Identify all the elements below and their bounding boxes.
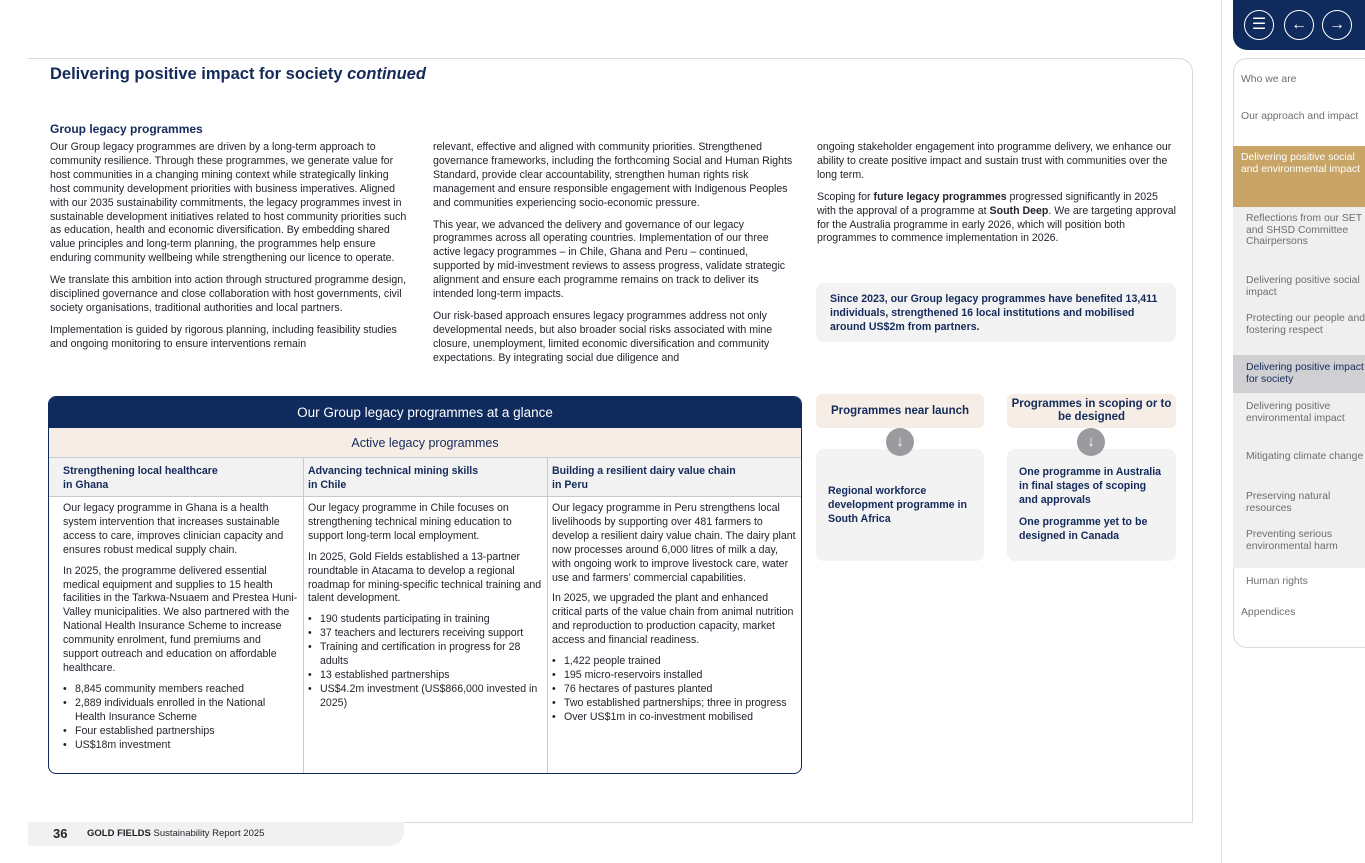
list-item: • 190 students participating in training <box>308 613 542 627</box>
footer-text: GOLD FIELDS Sustainability Report 2025 <box>87 828 265 839</box>
list-item: • 195 micro-reservoirs installed <box>552 669 796 683</box>
list-item: • Two established partnerships; three in progress <box>552 697 796 711</box>
nav-item-climate-change[interactable]: Mitigating climate change <box>1233 443 1365 483</box>
nav-item-who-we-are[interactable]: Who we are <box>1241 74 1297 85</box>
cell-paragraph: In 2025, the programme delivered essential medical equipment and supplies to 15 health facilities in the Tarkwa-Nsuaem and Prestea Huni-Valley municipalities. We also partnered with the National Health Insurance Scheme to increase community enrolment, fund premiums and support outreach and education on affordable healthcare. <box>63 564 298 674</box>
bullet-list <box>308 613 542 710</box>
legacy-programmes-table <box>48 396 802 774</box>
nav-item-environmental-impact[interactable]: Delivering positive environmental impact <box>1233 393 1365 443</box>
arrow-down-icon: ↓ <box>886 428 914 456</box>
nav-item-environmental-harm[interactable]: Preventing serious environmental harm <box>1233 523 1365 568</box>
list-item: • US$4.2m investment (US$866,000 invested in 2025) <box>308 683 542 711</box>
paragraph: Our Group legacy programmes are driven by a long-term approach to community resilience. Through these programmes, we generate value for host communities in a changing mining context while strategically linking host community development priorities with business imperatives. Aligned with our 2035 sustainability commitments, the legacy programmes invest in sustainable development initiatives related to host community priorities such as education, health and economic diversification. By embedding shared value principles and long-term planning, the programmes help ensure enduring community wellbeing while strengthening our licence to operate. <box>50 141 407 265</box>
list-item: • 8,845 community members reached <box>63 683 298 697</box>
body-column-3 <box>817 141 1177 254</box>
section-heading: Group legacy programmes <box>50 122 203 136</box>
table-title: Our Group legacy programmes at a glance <box>49 397 801 428</box>
list-item: • US$18m investment <box>63 739 298 753</box>
near-launch-box: Regional workforce development programme in South Africa <box>816 449 984 561</box>
nav-item-positive-impact[interactable]: Delivering positive social and environmental impact <box>1233 146 1365 207</box>
list-item: • 13 established partnerships <box>308 669 542 683</box>
cell-paragraph: In 2025, Gold Fields established a 13-partner roundtable in Atacama to develop a regional roadmap for mining-specific technical training and talent development. <box>308 550 542 605</box>
cell-paragraph: Our legacy programme in Ghana is a health system intervention that increases sustainable access to care, improves clinician capacity and ensures robust medical supply chain. <box>63 502 284 556</box>
body-column-2 <box>433 141 795 374</box>
nav-item-social-impact[interactable]: Delivering positive social impact <box>1233 267 1365 305</box>
paragraph: Our risk-based approach ensures legacy programmes address not only developmental needs, but also broader social risks associated with mine closure, unemployment, limited economic diversification and community expectations. By integrating social due diligence and <box>433 309 773 364</box>
list-item: • 76 hectares of pastures planted <box>552 683 796 697</box>
scoping-label: Programmes in scoping or to be designed <box>1007 394 1176 428</box>
nav-item-approach[interactable]: Our approach and impact <box>1241 111 1359 122</box>
table-subtitle: Active legacy programmes <box>49 428 801 458</box>
list-item: • 2,889 individuals enrolled in the National Health Insurance Scheme <box>63 697 298 725</box>
contents-icon[interactable]: ☰ <box>1244 10 1274 40</box>
page-title: Delivering positive impact for society continued <box>50 65 426 83</box>
body-column-1 <box>50 141 410 360</box>
paragraph: We translate this ambition into action through structured programme design, disciplined governance and close collaboration with host governments, civil society organisations, traditional authorities and local partners. <box>50 274 407 314</box>
table-column-chile <box>304 458 548 774</box>
nav-divider <box>1221 0 1222 863</box>
arrow-down-icon: ↓ <box>1077 428 1105 456</box>
scoping-box: One programme in Australia in final stages of scoping and approvals One programme yet to be designed in Canada <box>1007 449 1176 561</box>
nav-item-protecting-people[interactable]: Protecting our people and fostering respect <box>1233 305 1365 355</box>
cell-paragraph: Our legacy programme in Peru strengthens local livelihoods by supporting over 481 farmers to develop a resilient dairy value chain. The dairy plant now processes around 6,000 litres of milk a day, with ongoing work to improve livestock care, water use and farmers’ commercial capabilities. <box>552 502 796 584</box>
list-item: • Four established partnerships <box>63 725 298 739</box>
column-heading: Building a resilient dairy value chain in Peru <box>548 458 801 497</box>
cell-paragraph: In 2025, we upgraded the plant and enhanced critical parts of the value chain from animal nutrition and reproduction to production capacity, market access and financial readiness. <box>552 592 794 647</box>
paragraph: This year, we advanced the delivery and governance of our legacy programmes across all operating countries. Implementation of our three active legacy programmes – in Chile, Ghana and Peru – continued, supported by mid-investment reviews to assess progress, validate strategic alignment and ensure each programme remains on track to deliver its intended long-term impacts. <box>433 218 786 301</box>
page-number: 36 <box>53 826 68 841</box>
column-heading: Advancing technical mining skills in Chile <box>304 458 547 497</box>
list-item: • Training and certification in progress for 28 adults <box>308 641 542 669</box>
table-column-ghana <box>49 458 304 774</box>
bullet-list <box>63 683 298 753</box>
nav-item-impact-society[interactable]: Delivering positive impact for society <box>1233 355 1365 393</box>
nav-item-human-rights[interactable]: Human rights <box>1246 576 1308 587</box>
back-arrow-icon[interactable]: ← <box>1284 10 1314 40</box>
list-item: • Over US$1m in co-investment mobilised <box>552 711 796 725</box>
forward-arrow-icon[interactable]: → <box>1322 10 1352 40</box>
nav-item-natural-resources[interactable]: Preserving natural resources <box>1233 483 1365 523</box>
near-launch-label: Programmes near launch <box>816 394 984 428</box>
paragraph: Implementation is guided by rigorous planning, including feasibility studies and ongoing monitoring to ensure interventions remain <box>50 323 397 350</box>
paragraph: relevant, effective and aligned with community priorities. Strengthened governance frameworks, including the forthcoming Social and Human Rights Standard, provide clear accountability, strengthen human rights risk management and ensure responsible engagement with Indigenous Peoples and communities experiencing socio-economic pressure. <box>433 141 793 209</box>
list-item: • 1,422 people trained <box>552 655 796 669</box>
table-column-peru <box>548 458 801 774</box>
nav-item-reflections[interactable]: Reflections from our SET and SHSD Committee Chairpersons <box>1233 207 1365 267</box>
nav-item-appendices[interactable]: Appendices <box>1241 607 1296 618</box>
cell-paragraph: Our legacy programme in Chile focuses on strengthening technical mining education to support long-term local employment. <box>308 502 512 542</box>
paragraph: Scoping for future legacy programmes progressed significantly in 2025 with the approval of a programme at South Deep. We are targeting approval for the Australia programme in early 2026, which will position both programmes to commence implementation in 2026. <box>817 190 1176 245</box>
column-heading: Strengthening local healthcare in Ghana <box>49 458 303 497</box>
paragraph: ongoing stakeholder engagement into programme delivery, we enhance our ability to create positive impact and sustain trust with communities over the long term. <box>817 141 1172 181</box>
list-item: • 37 teachers and lecturers receiving support <box>308 627 542 641</box>
impact-callout: Since 2023, our Group legacy programmes have benefited 13,411 individuals, strengthened 16 local institutions and mobilised around US$2m from partners. <box>816 283 1176 342</box>
bullet-list <box>552 655 796 725</box>
